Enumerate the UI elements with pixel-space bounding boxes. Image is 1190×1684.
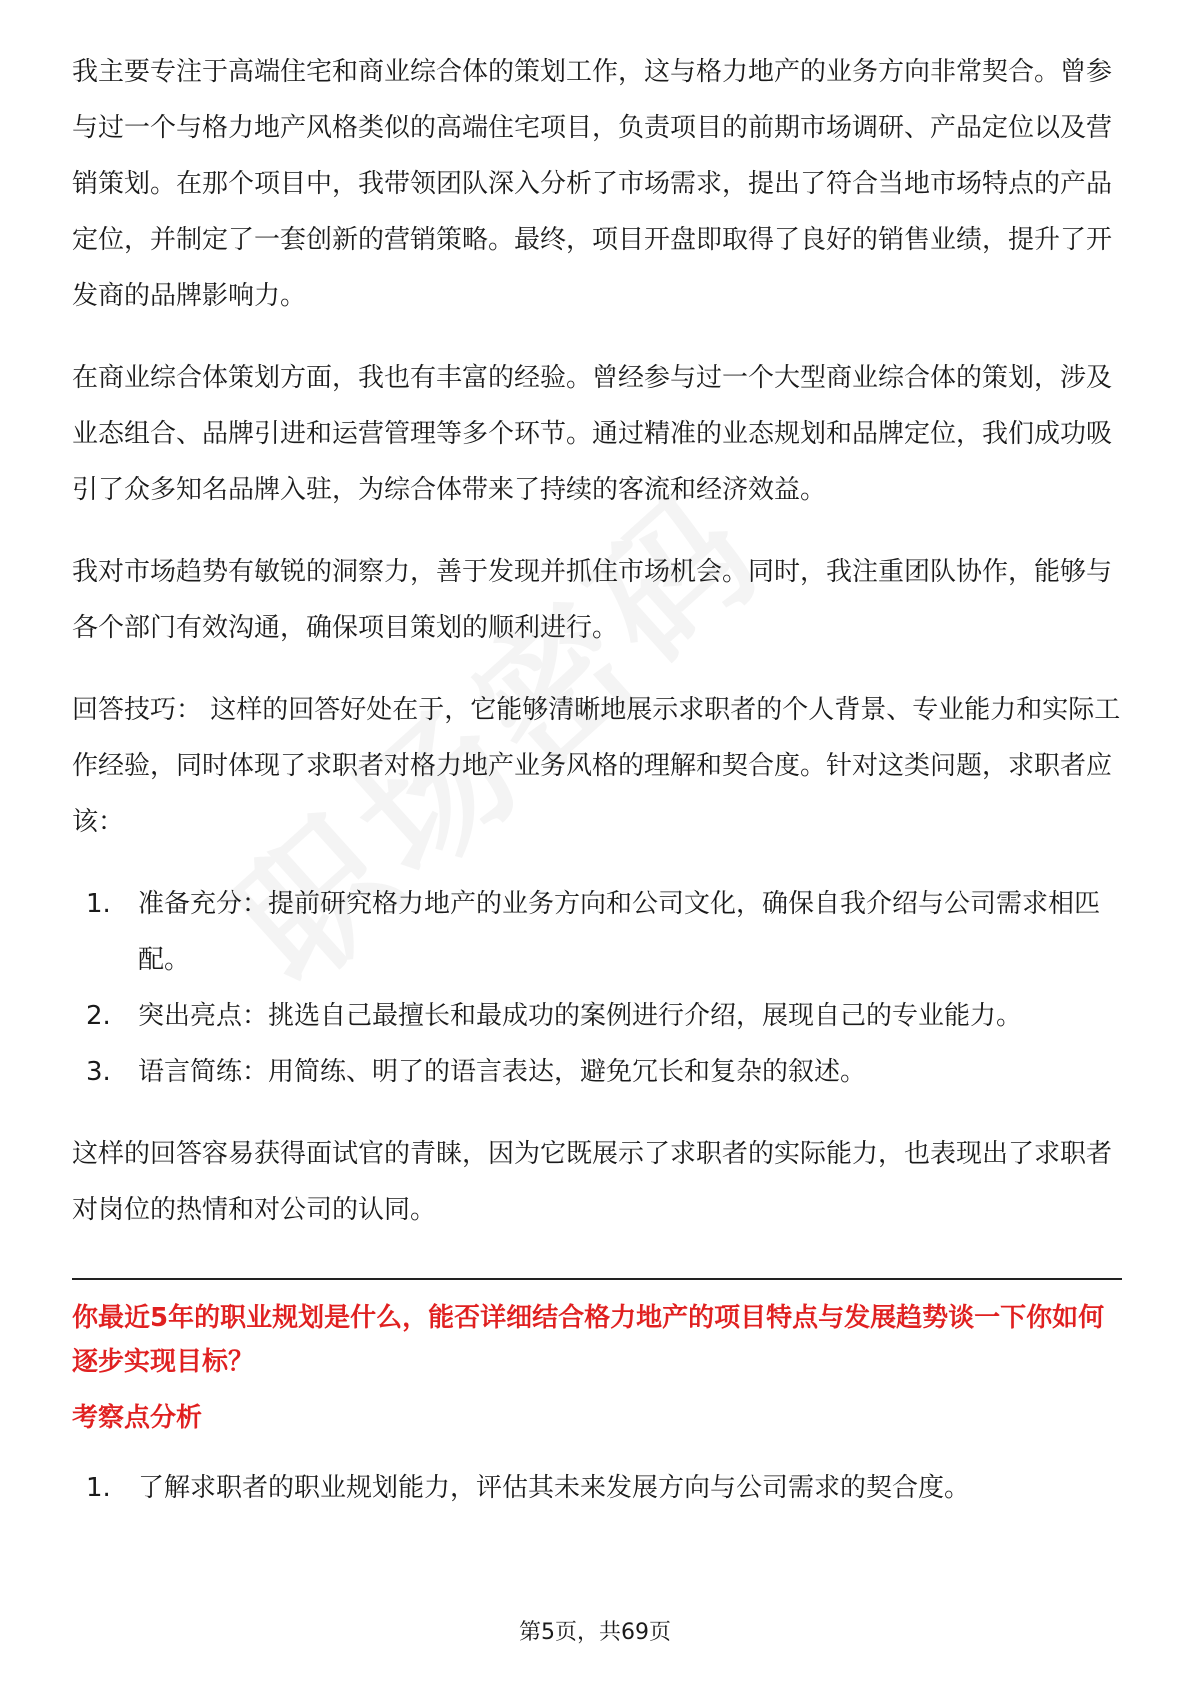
section-title: 考察点分析 <box>72 1403 203 1433</box>
list-item <box>72 988 1122 1044</box>
list-number: 2. <box>86 1001 111 1031</box>
answer-paragraph-3: 我对市场趋势有敏锐的洞察力，善于发现并抓住市场机会。同时，我注重团队协作，能够与各个部门有效沟通，确保项目策划的顺利进行。 <box>72 557 1113 643</box>
document-page <box>72 44 1122 1516</box>
list-item <box>72 1044 1122 1100</box>
section-divider <box>72 1278 1122 1280</box>
list-number: 3. <box>86 1057 111 1087</box>
list-number: 1. <box>86 889 111 919</box>
list-text: 语言简练：用简练、明了的语言表达，避免冗长和复杂的叙述。 <box>138 1057 867 1087</box>
list-number: 1. <box>86 1473 111 1503</box>
interview-question: 你最近5年的职业规划是什么，能否详细结合格力地产的项目特点与发展趋势谈一下你如何逐步实现目标？ <box>72 1303 1105 1377</box>
list-text: 突出亮点：挑选自己最擅长和最成功的案例进行介绍，展现自己的专业能力。 <box>138 1001 1023 1031</box>
answer-paragraph-1: 我主要专注于高端住宅和商业综合体的策划工作，这与格力地产的业务方向非常契合。曾参与过一个与格力地产风格类似的高端住宅项目，负责项目的前期市场调研、产品定位以及营销策划。在那个项目中，我带领团队深入分析了市场需求，提出了符合当地市场特点的产品定位，并制定了一套创新的营销策略。最终，项目开盘即取得了良好的销售业绩，提升了开发商的品牌影响力。 <box>72 57 1113 311</box>
answer-paragraph-2: 在商业综合体策划方面，我也有丰富的经验。曾经参与过一个大型商业综合体的策划，涉及业态组合、品牌引进和运营管理等多个环节。通过精准的业态规划和品牌定位，我们成功吸引了众多知名品牌入驻，为综合体带来了持续的客流和经济效益。 <box>72 363 1113 505</box>
list-item <box>72 876 1122 988</box>
answer-tips-intro: 回答技巧： 这样的回答好处在于，它能够清晰地展示求职者的个人背景、专业能力和实际工作经验，同时体现了求职者对格力地产业务风格的理解和契合度。针对这类问题，求职者应该： <box>72 695 1121 837</box>
page-footer: 第5页，共69页 <box>519 1620 671 1645</box>
closing-paragraph: 这样的回答容易获得面试官的青睐，因为它既展示了求职者的实际能力，也表现出了求职者对岗位的热情和对公司的认同。 <box>72 1139 1113 1225</box>
tips-list <box>72 876 1122 1100</box>
list-text: 了解求职者的职业规划能力，评估其未来发展方向与公司需求的契合度。 <box>138 1473 971 1503</box>
analysis-list <box>72 1460 1122 1516</box>
list-text: 准备充分：提前研究格力地产的业务方向和公司文化，确保自我介绍与公司需求相匹配。 <box>138 889 1101 975</box>
list-item <box>72 1460 1122 1516</box>
